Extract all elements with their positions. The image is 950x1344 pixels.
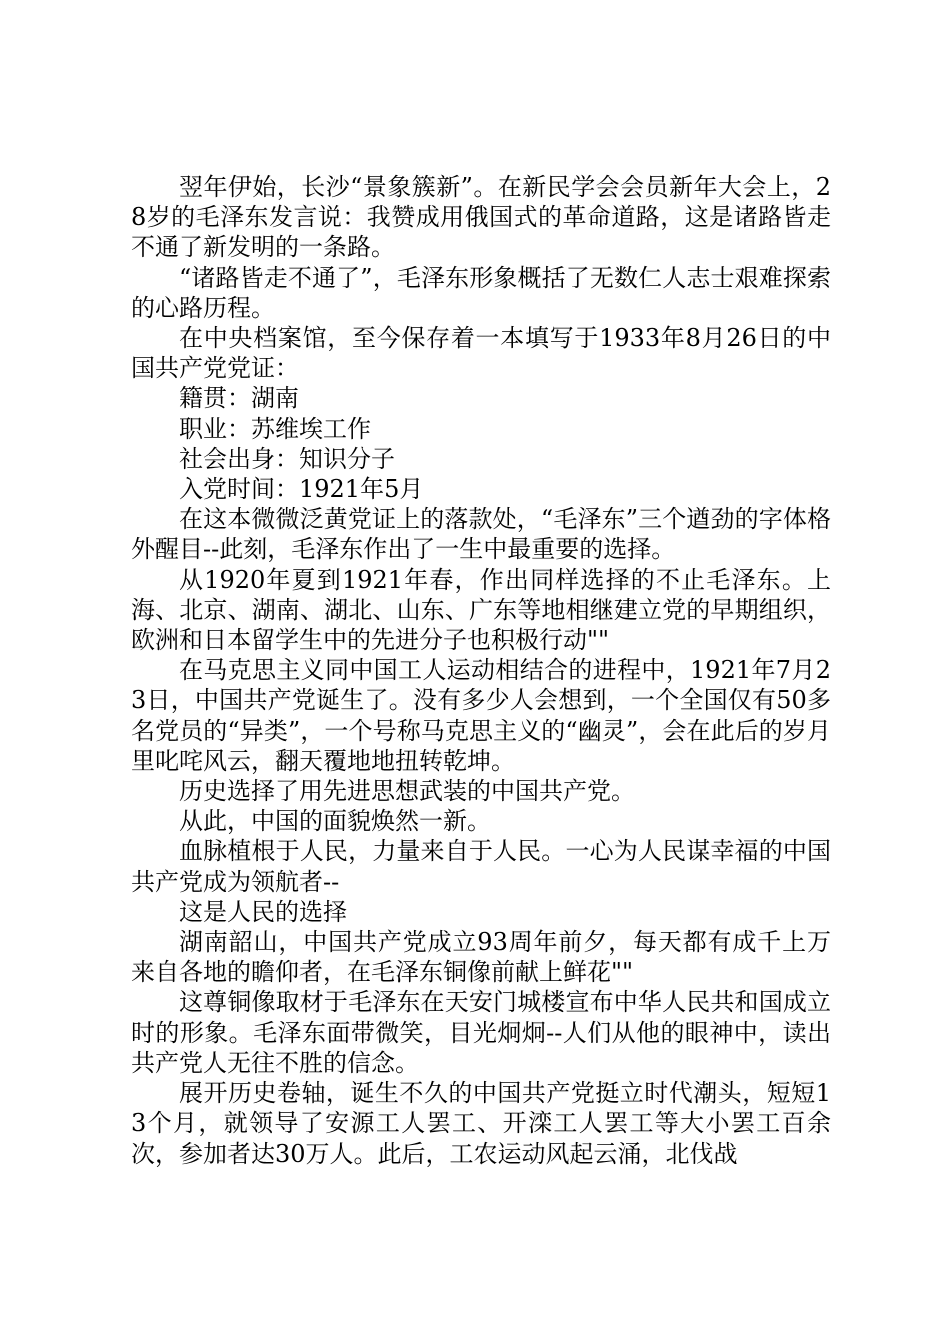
paragraph-14: 这是人民的选择 bbox=[179, 897, 347, 926]
paragraph-5: 职业：苏维埃工作 bbox=[179, 414, 371, 443]
document-body bbox=[131, 172, 831, 1169]
paragraph-13: 血脉植根于人民，力量来自于人民。一心为人民谋幸福的中国共产党成为领航者-- bbox=[131, 837, 831, 896]
paragraph-7: 入党时间：1921年5月 bbox=[179, 475, 424, 504]
paragraph-12: 从此，中国的面貌焕然一新。 bbox=[179, 807, 491, 836]
paragraph-16: 这尊铜像取材于毛泽东在天安门城楼宣布中华人民共和国成立时的形象。毛泽东面带微笑，目光炯炯--人们从他的眼神中，读出共产党人无往不胜的信念。 bbox=[131, 988, 831, 1077]
paragraph-3: 在中央档案馆，至今保存着一本填写于1933年8月26日的中国共产党党证： bbox=[131, 324, 831, 383]
paragraph-1: 翌年伊始，长沙“景象簇新”。在新民学会会员新年大会上，28岁的毛泽东发言说：我赞成用俄国式的革命道路，这是诸路皆走不通了新发明的一条路。 bbox=[131, 173, 831, 262]
paragraph-9: 从1920年夏到1921年春，作出同样选择的不止毛泽东。上海、北京、湖南、湖北、山东、广东等地相继建立党的早期组织，欧洲和日本留学生中的先进分子也积极行动"" bbox=[131, 565, 831, 655]
paragraph-11: 历史选择了用先进思想武装的中国共产党。 bbox=[179, 777, 635, 806]
paragraph-4: 籍贯：湖南 bbox=[179, 384, 299, 413]
paragraph-15: 湖南韶山，中国共产党成立93周年前夕，每天都有成千上万来自各地的瞻仰者，在毛泽东铜像前献上鲜花"" bbox=[131, 928, 831, 987]
paragraph-2: “诸路皆走不通了”，毛泽东形象概括了无数仁人志士艰难探索的心路历程。 bbox=[131, 263, 831, 322]
paragraph-17: 展开历史卷轴，诞生不久的中国共产党挺立时代潮头，短短13个月，就领导了安源工人罢工、开滦工人罢工等大小罢工百余次，参加者达30万人。此后，工农运动风起云涌，北伐战 bbox=[131, 1079, 831, 1168]
paragraph-8: 在这本微微泛黄党证上的落款处，“毛泽东”三个遒劲的字体格外醒目--此刻，毛泽东作出了一生中最重要的选择。 bbox=[131, 505, 831, 564]
paragraph-10: 在马克思主义同中国工人运动相结合的进程中，1921年7月23日，中国共产党诞生了。没有多少人会想到，一个全国仅有50多名党员的“异类”，一个号称马克思主义的“幽灵”，会在此后的岁月里叱咤风云，翻天覆地地扭转乾坤。 bbox=[131, 656, 831, 775]
paragraph-6: 社会出身：知识分子 bbox=[179, 444, 395, 473]
